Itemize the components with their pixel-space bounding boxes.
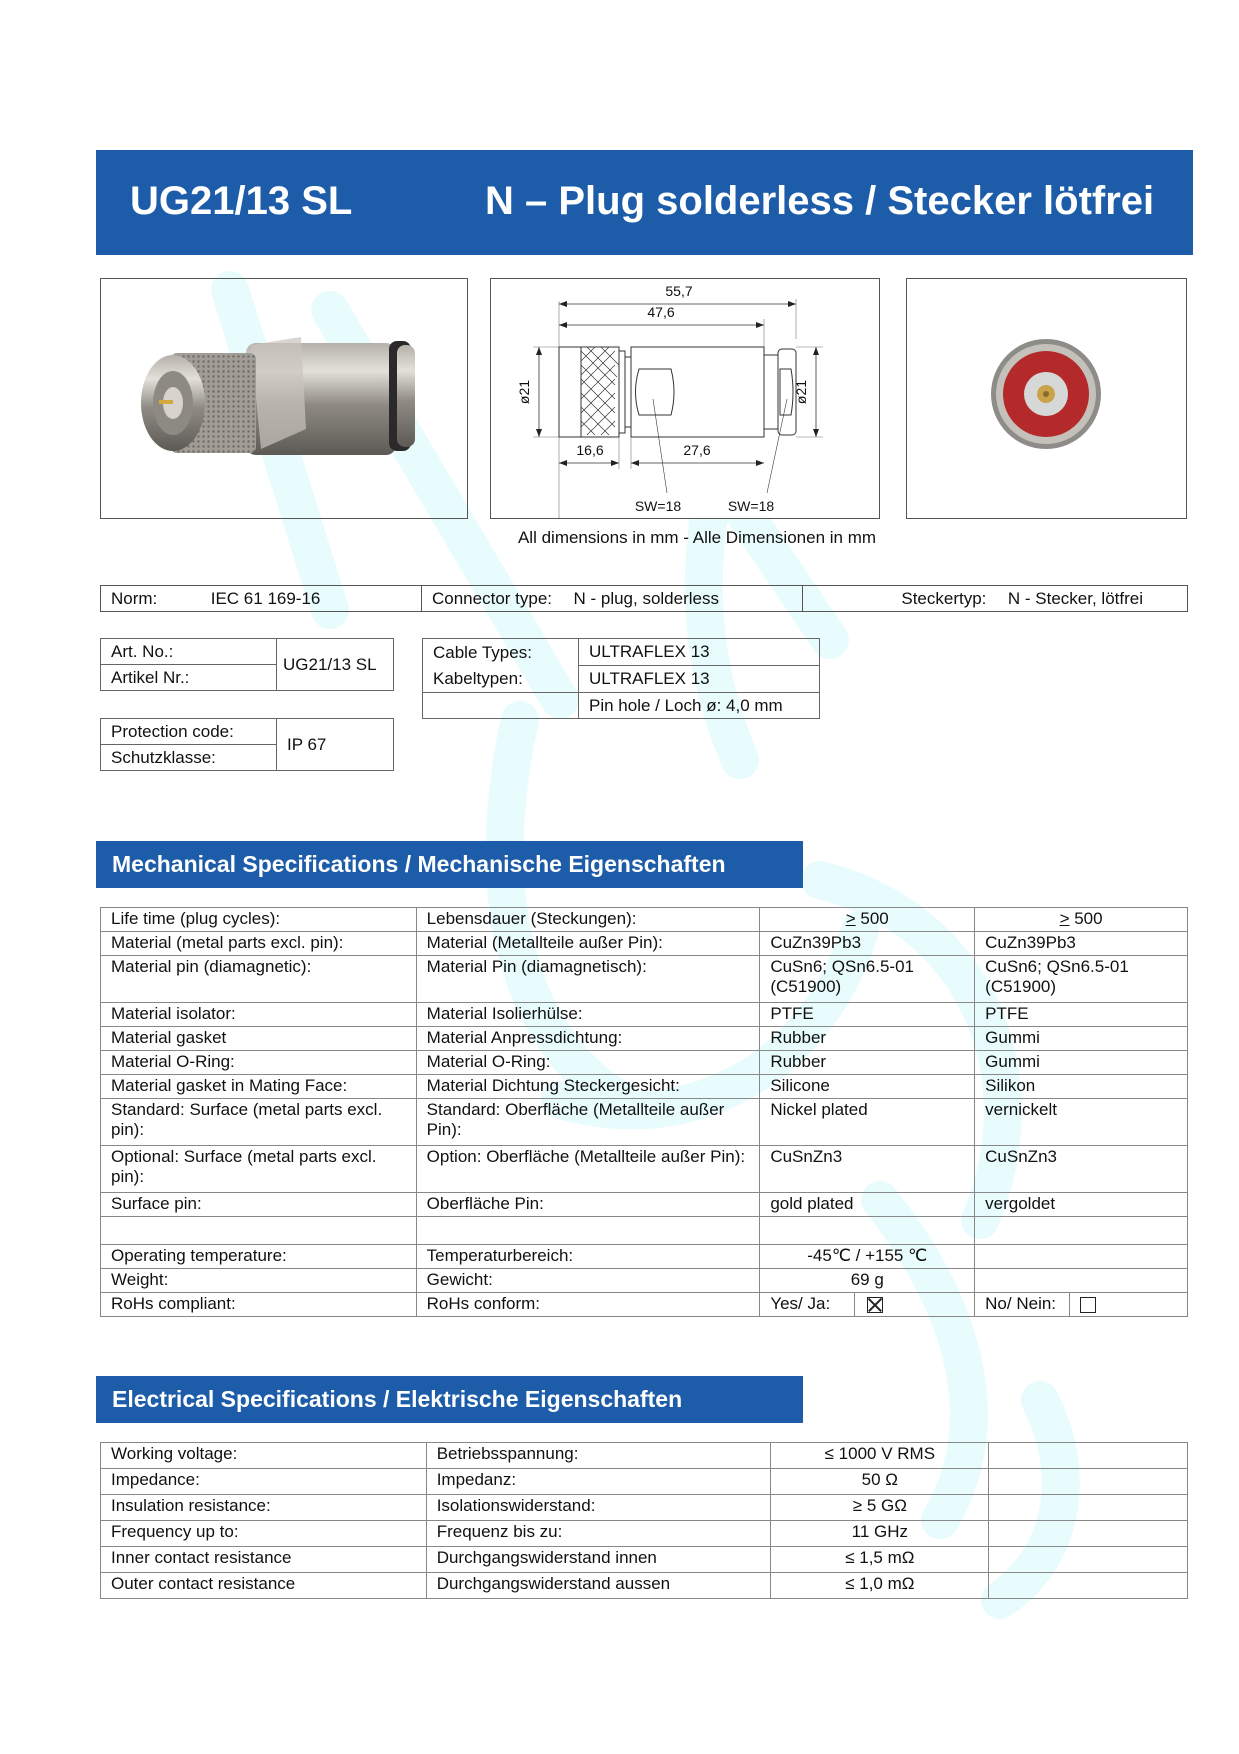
cell-en: Frequency up to: (101, 1521, 427, 1547)
cell-value-2: Gummi (975, 1051, 1188, 1075)
cell-en: Material gasket (101, 1027, 417, 1051)
dim-diameter-right: ø21 (793, 379, 809, 405)
dimension-drawing (490, 278, 880, 519)
gte-symbol: > (1059, 909, 1070, 928)
table-row (101, 1245, 1188, 1269)
cell-de: Impedanz: (426, 1469, 771, 1495)
cell-de: Material Anpressdichtung: (416, 1027, 760, 1051)
cell-en: Outer contact resistance (101, 1573, 427, 1599)
cell-value: 11 GHz (771, 1521, 989, 1547)
cell-en: Impedance: (101, 1469, 427, 1495)
article-value: UG21/13 SL (277, 639, 394, 691)
cell-de: Material Pin (diamagnetisch): (416, 956, 760, 1003)
cell-de: Isolationswiderstand: (426, 1495, 771, 1521)
cell-value-2 (975, 1245, 1188, 1269)
cell-de: Material Dichtung Steckergesicht: (416, 1075, 760, 1099)
cable-value-en: ULTRAFLEX 13 (579, 639, 820, 666)
cell-de: Material O-Ring: (416, 1051, 760, 1075)
cell-value-2: PTFE (975, 1003, 1188, 1027)
cell-value-1: 69 g (760, 1269, 975, 1293)
article-label-en: Art. No.: (101, 639, 277, 665)
rohs-no-cell (975, 1293, 1188, 1317)
cell-de: Option: Oberfläche (Metallteile außer Pin): (416, 1146, 760, 1193)
cable-value-de: ULTRAFLEX 13 (579, 666, 820, 693)
dim-front: 16,6 (576, 442, 604, 458)
cell-value-2 (975, 908, 1188, 932)
norm-table (100, 585, 1188, 612)
rohs-no-label: No/ Nein: (985, 1293, 1070, 1316)
table-row (101, 1269, 1188, 1293)
cell-en: Surface pin: (101, 1193, 417, 1217)
cell-value-2: Gummi (975, 1027, 1188, 1051)
table-row (101, 1146, 1188, 1193)
electrical-table (100, 1442, 1188, 1599)
rohs-label-en: RoHs compliant: (101, 1293, 417, 1317)
cell-en: Life time (plug cycles): (101, 908, 417, 932)
table-row (101, 908, 1188, 932)
dim-diameter-left: ø21 (516, 379, 532, 405)
table-row (101, 932, 1188, 956)
cell-en: Standard: Surface (metal parts excl. pin): (101, 1099, 417, 1146)
cell-de: Durchgangswiderstand aussen (426, 1573, 771, 1599)
norm-label: Norm: (111, 589, 158, 608)
cell-de: Gewicht: (416, 1269, 760, 1293)
norm-cell (101, 586, 422, 612)
dim-sw1: SW=18 (634, 498, 682, 514)
cell-value: ≥ 5 GΩ (771, 1495, 989, 1521)
cell-en: Material O-Ring: (101, 1051, 417, 1075)
cell-value: ≤ 1,0 mΩ (771, 1573, 989, 1599)
cell-en: Weight: (101, 1269, 417, 1293)
cell-value-1: -45℃ / +155 ℃ (760, 1245, 975, 1269)
cell-de: Oberfläche Pin: (416, 1193, 760, 1217)
connector-side-photo (100, 278, 468, 519)
cell-value-1: PTFE (760, 1003, 975, 1027)
cable-types-table (422, 638, 820, 719)
norm-value: IEC 61 169-16 (210, 589, 321, 608)
cell-empty (989, 1547, 1188, 1573)
table-row-empty (101, 1217, 1188, 1245)
mechanical-table (100, 907, 1188, 1317)
table-row (101, 1075, 1188, 1099)
rohs-yes-cell (760, 1293, 975, 1317)
cell-de: Durchgangswiderstand innen (426, 1547, 771, 1573)
cell-value-2: vergoldet (975, 1193, 1188, 1217)
table-row (101, 1547, 1188, 1573)
cell-value: ≤ 1,5 mΩ (771, 1547, 989, 1573)
dim-sw2: SW=18 (727, 498, 775, 514)
table-row (101, 1521, 1188, 1547)
stecker-type-value: N - Stecker, lötfrei (1007, 589, 1143, 608)
table-row (101, 1051, 1188, 1075)
cell-value: ≤ 1000 V RMS (771, 1443, 989, 1469)
cell-de (416, 1217, 760, 1245)
stecker-type-label: Steckertyp: (901, 589, 987, 608)
table-row (101, 1495, 1188, 1521)
cell-value-1: Rubber (760, 1027, 975, 1051)
cell-empty (989, 1443, 1188, 1469)
cell-value-1: Rubber (760, 1051, 975, 1075)
cell-en: Insulation resistance: (101, 1495, 427, 1521)
cell-de: Material Isolierhülse: (416, 1003, 760, 1027)
cell-en: Working voltage: (101, 1443, 427, 1469)
cell-de: Standard: Oberfläche (Metallteile außer Pin): (416, 1099, 760, 1146)
protection-label-de: Schutzklasse: (101, 745, 277, 771)
cell-empty (989, 1521, 1188, 1547)
rohs-row (101, 1293, 1188, 1317)
table-row (101, 1573, 1188, 1599)
table-row (101, 1027, 1188, 1051)
cell-value-2: Silikon (975, 1075, 1188, 1099)
protection-value: IP 67 (277, 719, 394, 771)
cell-value-1: Silicone (760, 1075, 975, 1099)
cell-en (101, 1217, 417, 1245)
cell-en: Operating temperature: (101, 1245, 417, 1269)
cell-en: Material pin (diamagnetic): (101, 956, 417, 1003)
connector-type-cell (422, 586, 803, 612)
table-row (101, 1193, 1188, 1217)
value-text: 500 (1069, 909, 1103, 928)
connector-type-label: Connector type: (432, 589, 553, 608)
cell-de: Lebensdauer (Steckungen): (416, 908, 760, 932)
protection-table (100, 718, 394, 771)
table-row (101, 1003, 1188, 1027)
article-table (100, 638, 394, 691)
cable-empty-cell (423, 693, 579, 719)
table-row (101, 1443, 1188, 1469)
cell-value-1: CuSnZn3 (760, 1146, 975, 1193)
cell-de: Material (Metallteile außer Pin): (416, 932, 760, 956)
cable-labels-cell (423, 639, 579, 693)
connector-side-illustration (101, 279, 467, 518)
cell-en: Material (metal parts excl. pin): (101, 932, 417, 956)
cell-de: Betriebsspannung: (426, 1443, 771, 1469)
dim-mid: 27,6 (683, 442, 711, 458)
dim-overall: 55,7 (665, 283, 693, 299)
dimensions-caption: All dimensions in mm - Alle Dimensionen in mm (517, 528, 877, 547)
cell-value: 50 Ω (771, 1469, 989, 1495)
cell-value-2: CuSnZn3 (975, 1146, 1188, 1193)
protection-label-en: Protection code: (101, 719, 277, 745)
table-row (101, 1469, 1188, 1495)
cell-value-1: CuSn6; QSn6.5-01 (C51900) (760, 956, 975, 1003)
cable-label-en: Cable Types: (433, 643, 532, 662)
article-label-de: Artikel Nr.: (101, 665, 277, 691)
cell-value-1: CuZn39Pb3 (760, 932, 975, 956)
connector-front-illustration (907, 279, 1186, 518)
cell-value-2 (975, 1217, 1188, 1245)
cell-value-1: Nickel plated (760, 1099, 975, 1146)
cell-en: Inner contact resistance (101, 1547, 427, 1573)
cell-value-1: gold plated (760, 1193, 975, 1217)
cell-en: Material gasket in Mating Face: (101, 1075, 417, 1099)
table-row (101, 1099, 1188, 1146)
mechanical-section-title: Mechanical Specifications / Mechanische Eigenschaften (96, 841, 803, 888)
connector-front-photo (906, 278, 1187, 519)
title-banner (96, 150, 1193, 255)
cell-de: Temperaturbereich: (416, 1245, 760, 1269)
cell-en: Material isolator: (101, 1003, 417, 1027)
stecker-type-cell (803, 586, 1188, 612)
dim-body: 47,6 (647, 304, 675, 320)
cell-value-2 (975, 1269, 1188, 1293)
cell-empty (989, 1573, 1188, 1599)
pin-hole: Pin hole / Loch ø: 4,0 mm (579, 693, 820, 719)
rohs-label-de: RoHs conform: (416, 1293, 760, 1317)
cell-empty (989, 1469, 1188, 1495)
product-code: UG21/13 SL (130, 179, 353, 223)
table-row (101, 956, 1188, 1003)
cell-value-2: CuSn6; QSn6.5-01 (C51900) (975, 956, 1188, 1003)
cable-label-de: Kabeltypen: (433, 669, 523, 688)
rohs-yes-checkbox[interactable] (867, 1297, 883, 1313)
electrical-section-title: Electrical Specifications / Elektrische Eigenschaften (96, 1376, 803, 1423)
cell-de: Frequenz bis zu: (426, 1521, 771, 1547)
rohs-no-checkbox[interactable] (1080, 1297, 1096, 1313)
gte-symbol: > (845, 909, 856, 928)
value-text: 500 (855, 909, 889, 928)
cell-value-2: CuZn39Pb3 (975, 932, 1188, 956)
connector-type-value: N - plug, solderless (573, 589, 719, 608)
cell-value-1 (760, 908, 975, 932)
cell-value-2: vernickelt (975, 1099, 1188, 1146)
cell-empty (989, 1495, 1188, 1521)
cell-en: Optional: Surface (metal parts excl. pin): (101, 1146, 417, 1193)
cell-value-1 (760, 1217, 975, 1245)
rohs-yes-label: Yes/ Ja: (770, 1293, 855, 1316)
product-title: N – Plug solderless / Stecker lötfrei (485, 179, 1155, 223)
